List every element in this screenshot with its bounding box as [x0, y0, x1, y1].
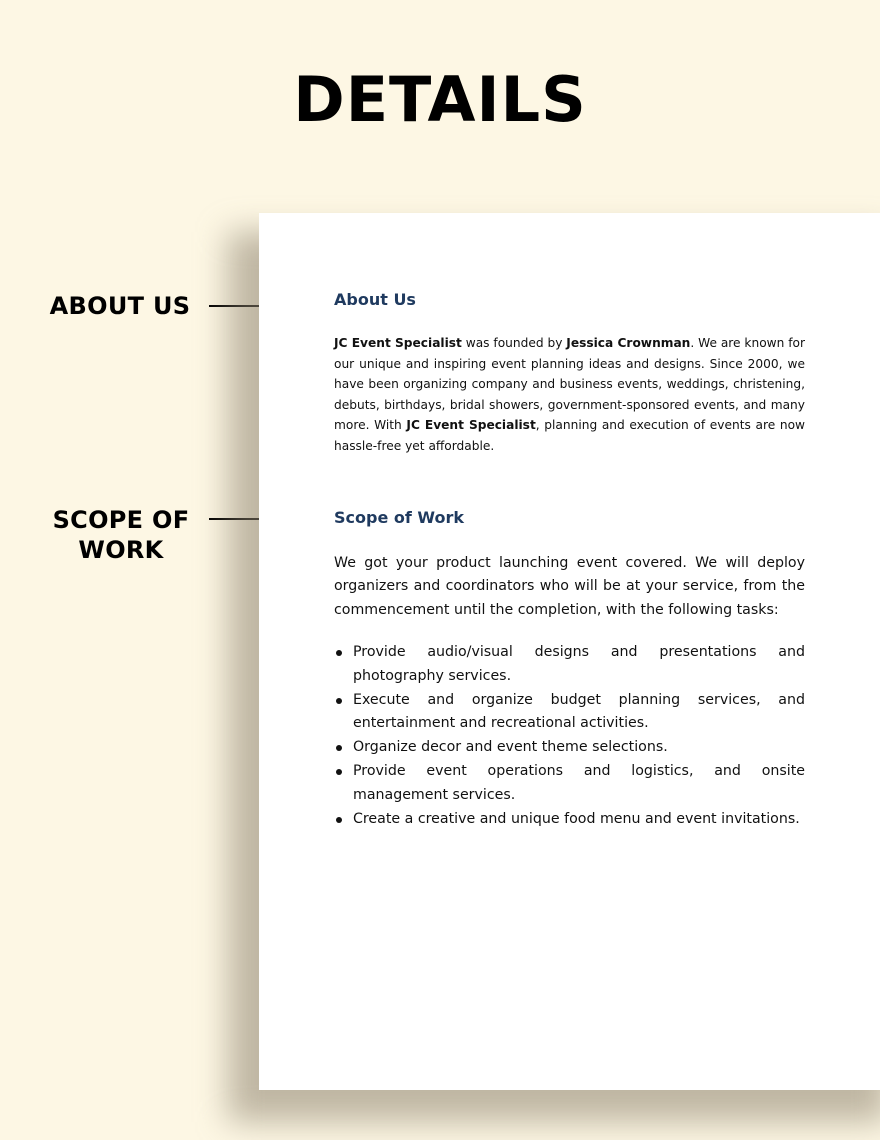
page-title: DETAILS — [293, 63, 587, 136]
about-us-label — [40, 291, 200, 321]
scope-label-line1: SCOPE OF — [52, 506, 190, 534]
document-page — [259, 213, 880, 1090]
company-name-repeat: JC Event Specialist — [406, 418, 536, 433]
about-us-heading: About Us — [334, 290, 416, 309]
scope-intro-paragraph: We got your product launching event covered. We will deploy organizers and coordinators who will be at your service, from the commencement until the completion, with the following tasks: — [334, 555, 805, 618]
founder-name: Jessica Crownman — [566, 336, 691, 350]
list-item — [334, 689, 805, 736]
list-item — [334, 808, 805, 832]
task-text: Create a creative and unique food menu and event invitations. — [353, 811, 800, 828]
list-item — [334, 760, 805, 807]
task-list — [334, 641, 805, 832]
task-text: Execute and organize budget planning services, and entertainment and recreational activities. — [353, 691, 805, 732]
scope-label-line2: WORK — [78, 536, 164, 564]
about-us-label-text: ABOUT US — [49, 292, 191, 320]
about-us-paragraph — [334, 333, 805, 457]
task-text: Provide audio/visual designs and presentations and photography services. — [353, 644, 805, 684]
about-text-3: , planning and execution of events are now hassle-free yet affordable. — [334, 418, 805, 453]
bullet-icon — [336, 650, 342, 656]
about-text-1: was founded by — [461, 336, 567, 350]
scope-of-work-label — [40, 505, 202, 565]
bullet-icon — [336, 769, 342, 775]
task-text: Organize decor and event theme selections. — [353, 739, 668, 756]
bullet-icon — [336, 745, 342, 751]
company-name: JC Event Specialist — [334, 336, 462, 350]
task-text: Provide event operations and logistics, and onsite management services. — [353, 763, 805, 804]
about-text-2: . We are known for our unique and inspiring event planning ideas and designs. Since 2000, we have been organizing company and business events, weddings, christening, debuts, birthdays, bridal showers, government-sponsored events, and many more. With — [334, 336, 805, 433]
bullet-icon — [336, 817, 342, 823]
list-item — [334, 641, 805, 688]
list-item — [334, 736, 805, 760]
scope-of-work-heading: Scope of Work — [334, 508, 464, 527]
bullet-icon — [336, 698, 342, 704]
